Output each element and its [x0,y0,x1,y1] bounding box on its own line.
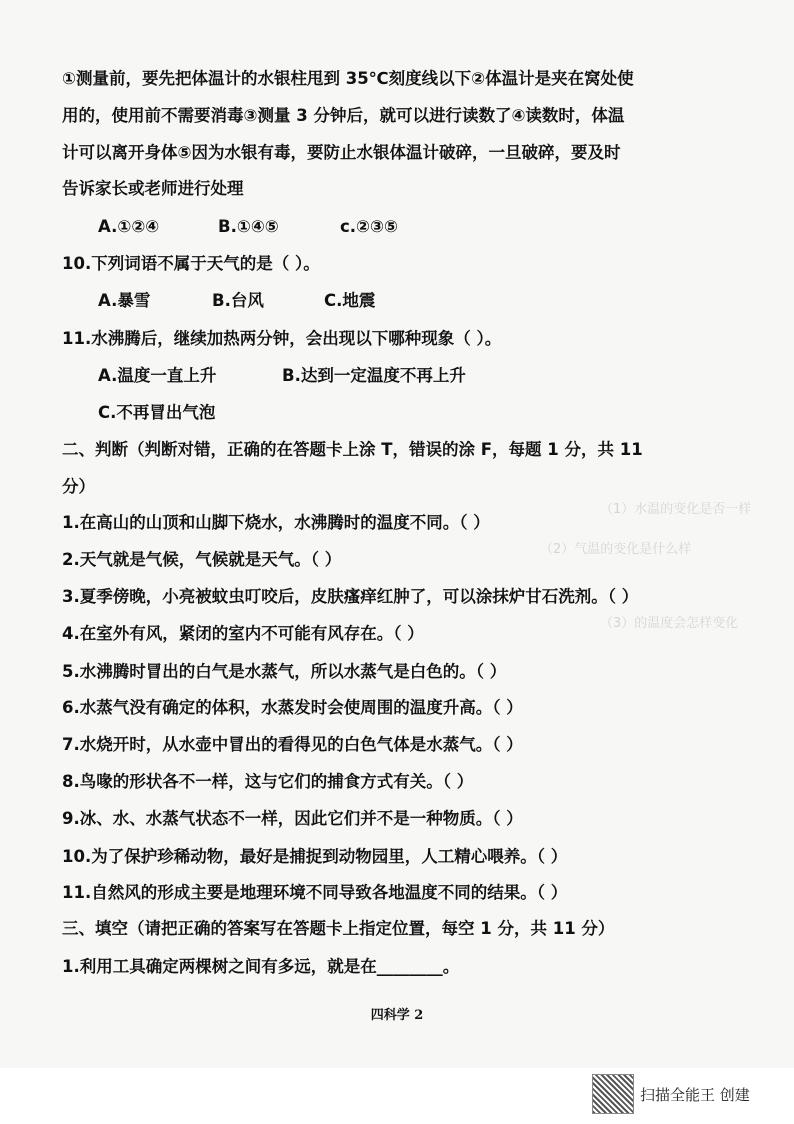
q11-option-a: A.温度一直上升 [98,366,217,385]
judge-item-11: 11.自然风的形成主要是地理环境不同导致各地温度不同的结果。（ ） [62,883,568,902]
q10-option-a: A.暴雪 [98,291,151,310]
judge-item-10: 10.为了保护珍稀动物，最好是捕捉到动物园里，人工精心喂养。（ ） [62,847,568,866]
scanner-watermark [592,1074,750,1114]
judge-item-4: 4.在室外有风，紧闭的室内不可能有风存在。（ ） [62,624,424,643]
watermark-text: 扫描全能王 创建 [640,1085,750,1104]
q11-text: 11.水沸腾后，继续加热两分钟，会出现以下哪种现象（ ）。 [62,329,502,348]
q10-option-b: B.台风 [212,291,264,310]
section2-header: 二、判断（判断对错，正确的在答题卡上涂 T，错误的涂 F，每题 1 分，共 11 [62,440,643,459]
fill-item-1: 1.利用工具确定两棵树之间有多远，就是在________。 [62,957,460,976]
judge-item-2: 2.天气就是气候，气候就是天气。（ ） [62,550,342,569]
judge-item-6: 6.水蒸气没有确定的体积，水蒸发时会使周围的温度升高。（ ） [62,698,523,717]
q9-line-2: 用的，使用前不需要消毒③测量 3 分钟后，就可以进行读数了④读数时，体温 [62,106,625,125]
q11-option-b: B.达到一定温度不再上升 [282,366,466,385]
q9-option-a: A.①②④ [98,217,160,236]
judge-item-7: 7.水烧开时，从水壶中冒出的看得见的白色气体是水蒸气。（ ） [62,735,523,754]
bleed-through-text: （2）气温的变化是什么样 [540,542,692,557]
judge-item-5: 5.水沸腾时冒出的白气是水蒸气，所以水蒸气是白色的。（ ） [62,662,507,681]
q9-option-b: B.①④⑤ [218,217,279,236]
judge-item-1: 1.在高山的山顶和山脚下烧水，水沸腾时的温度不同。（ ） [62,513,490,532]
q9-line-4: 告诉家长或老师进行处理 [62,179,244,198]
q10-text: 10.下列词语不属于天气的是（ ）。 [62,254,320,273]
section3-header: 三、填空（请把正确的答案写在答题卡上指定位置，每空 1 分，共 11 分） [62,919,615,938]
section2-header-cont: 分） [62,477,95,496]
page-footer: 四科学 2 [370,1008,424,1023]
camscanner-logo-icon [592,1074,634,1114]
bleed-through-text: （1）水温的变化是否一样 [600,502,752,517]
judge-item-9: 9.冰、水、水蒸气状态不一样，因此它们并不是一种物质。（ ） [62,809,523,828]
bleed-through-text: （3）的温度会怎样变化 [600,616,739,631]
judge-item-3: 3.夏季傍晚，小亮被蚊虫叮咬后，皮肤瘙痒红肿了，可以涂抹炉甘石洗剂。（ ） [62,587,639,606]
q9-line-3: 计可以离开身体⑤因为水银有毒，要防止水银体温计破碎，一旦破碎，要及时 [62,143,621,162]
q10-option-c: C.地震 [324,291,376,310]
q11-option-c: C.不再冒出气泡 [98,403,216,422]
judge-item-8: 8.鸟喙的形状各不一样，这与它们的捕食方式有关。（ ） [62,772,474,791]
q9-option-c: c.②③⑤ [340,217,398,236]
q9-line-1: ①测量前，要先把体温计的水银柱甩到 35℃刻度线以下②体温计是夹在窝处使 [62,69,634,88]
